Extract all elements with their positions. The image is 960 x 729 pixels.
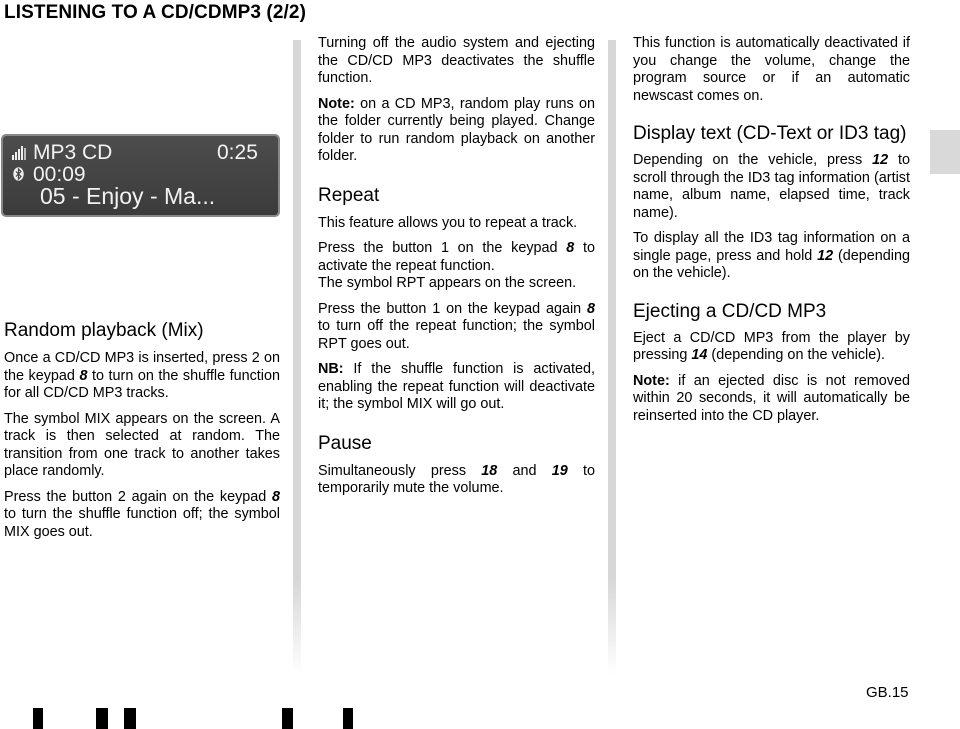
display-clock: 0:25 — [217, 141, 258, 164]
display-track-name: 05 - Enjoy - Ma... — [40, 183, 216, 209]
display-text-paragraph-2: To display all the ID3 tag information on a single page, press and hold 12 (depending on the vehicle). — [633, 230, 910, 281]
print-mark — [96, 708, 108, 729]
column-2 — [318, 35, 595, 506]
auto-deactivate-paragraph: This function is automatically deactivated if you change the volume, change the program source or if an automatic newscast comes on. — [633, 35, 910, 104]
eject-heading: Ejecting a CD/CD MP3 — [633, 300, 827, 322]
pause-heading: Pause — [318, 432, 372, 454]
repeat-heading: Repeat — [318, 184, 380, 206]
shuffle-note: Note: on a CD MP3, random play runs on the folder currently being played. Change folder to run random playback on another folder. — [318, 95, 595, 164]
display-text-paragraph-1: Depending on the vehicle, press 12 to scroll through the ID3 tag information (artist name, album name, elapsed time, track name). — [633, 152, 910, 221]
column-divider — [608, 40, 616, 675]
eject-paragraph: Eject a CD/CD MP3 from the player by pressing 14 (depending on the vehicle). — [633, 329, 910, 363]
random-paragraph-1: Once a CD/CD MP3 is inserted, press 2 on the keypad 8 to turn on the shuffle function for all CD/CD MP3 tracks. — [4, 350, 281, 401]
section-tab — [930, 130, 960, 174]
column-3 — [633, 35, 910, 433]
repeat-paragraph-2: Press the button 1 on the keypad 8 to activate the repeat function. — [318, 240, 596, 274]
column-divider — [293, 40, 301, 675]
repeat-paragraph-3: The symbol RPT appears on the screen. — [318, 275, 577, 291]
shuffle-deactivate-paragraph: Turning off the audio system and ejecting the CD/CD MP3 deactivates the shuffle function. — [318, 35, 595, 86]
repeat-paragraph-4: Press the button 1 on the keypad again 8 to turn off the repeat function; the symbol RPT goes out. — [318, 300, 595, 352]
audio-display-screen — [3, 136, 278, 215]
random-paragraph-3: Press the button 2 again on the keypad 8 to turn the shuffle function off; the symbol MIX goes out. — [4, 488, 280, 540]
display-text-heading: Display text (CD-Text or ID3 tag) — [633, 123, 907, 144]
print-mark — [343, 708, 353, 729]
print-mark — [124, 708, 136, 729]
pause-paragraph: Simultaneously press 18 and 19 to temporarily mute the volume. — [318, 462, 595, 496]
random-paragraph-2: The symbol MIX appears on the screen. A track is then selected at random. The transition from one track to another takes place randomly. — [4, 410, 280, 479]
display-source: MP3 CD — [33, 141, 113, 164]
print-mark — [282, 708, 293, 729]
random-heading: Random playback (Mix) — [4, 320, 204, 341]
column-1 — [4, 319, 280, 549]
print-mark — [33, 708, 43, 729]
page-number: GB.15 — [866, 684, 909, 701]
bluetooth-icon — [13, 167, 24, 181]
repeat-paragraph-1: This feature allows you to repeat a track. — [318, 214, 578, 231]
eject-note: Note: if an ejected disc is not removed within 20 seconds, it will automatically be reinserted into the CD player. — [633, 372, 910, 424]
page-title: LISTENING TO A CD/CDMP3 (2/2) — [4, 2, 307, 23]
display-elapsed-time: 00:09 — [33, 163, 86, 186]
signal-icon — [12, 146, 26, 160]
repeat-nb: NB: If the shuffle function is activated, enabling the repeat function will deactivate it; the symbol MIX will go out. — [318, 361, 595, 412]
